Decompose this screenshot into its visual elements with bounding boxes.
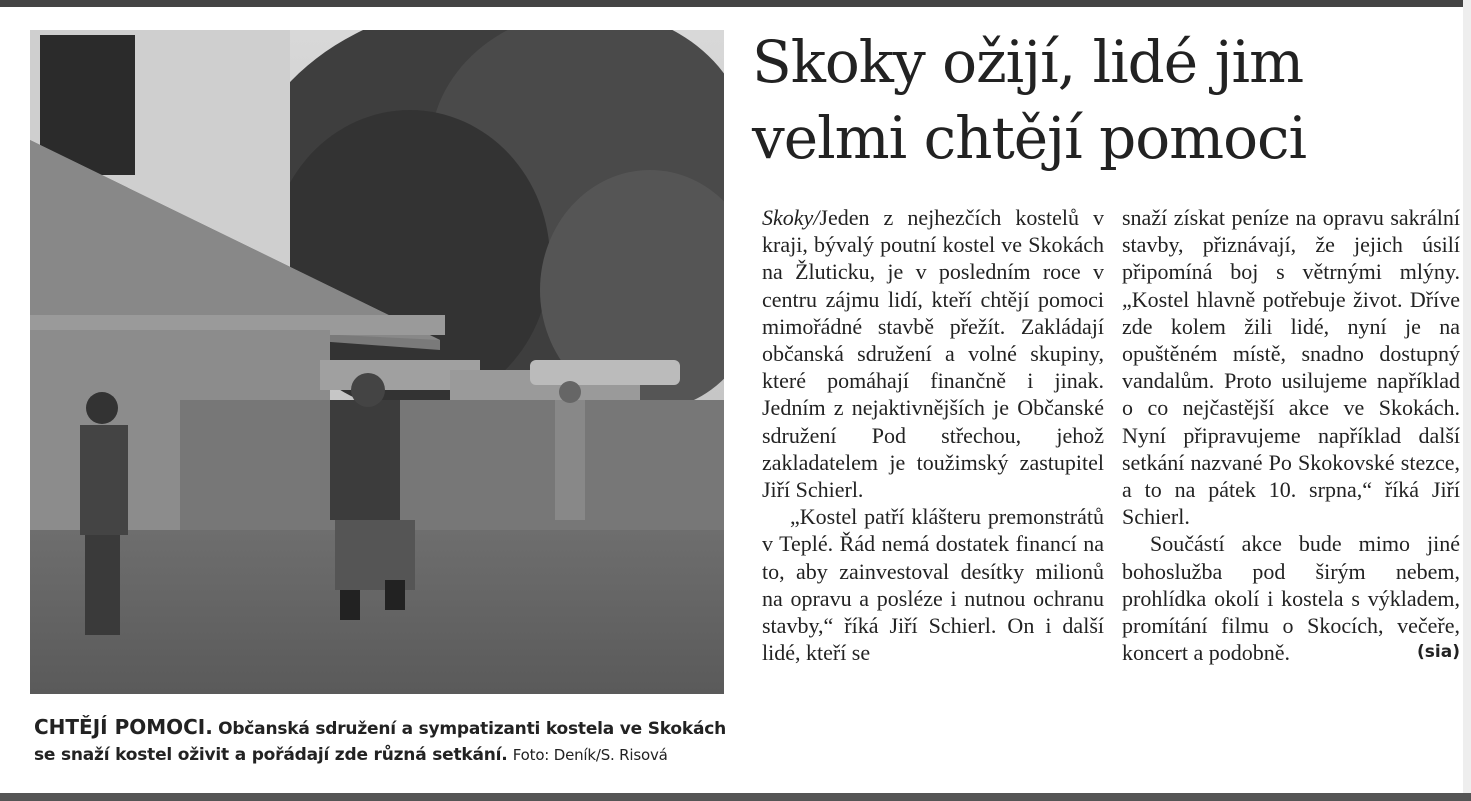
caption-credit: Foto: Deník/S. Risová (512, 746, 668, 764)
author-signature: (sia) (1417, 642, 1460, 663)
paragraph-2: „Kostel patří klášteru premonstrátů v Teplé. Řád nemá dostatek financí na to, aby zainvestoval desítky milionů na opravu a posléze i nutnou ochranu stavby,“ říká Jiří Schierl. On i další lidé, kteří se (762, 504, 1104, 666)
photo-caption (34, 714, 732, 768)
article-column-2 (1122, 204, 1460, 666)
caption-text: Občanská sdružení a sympatizanti kostela ve Skokách se snaží kostel oživit a pořádají zde různá setkání. (34, 719, 727, 765)
paragraph-1-text: Jeden z nejhezčích kostelů v kraji, bývalý poutní kostel ve Skokách na Žluticku, je v posledním roce v centru zájmu lidí, kteří chtějí pomoci mimořádné stavbě přežít. Zakládají občanská sdružení a volné skupiny, které pomáhají finančně i jinak. Jedním z nejaktivnějších je Občanské sdružení Pod střechou, jehož zakladatelem je toužimský zastupitel Jiří Schierl. (762, 205, 1104, 503)
article-headline (752, 24, 1457, 176)
article-column-1 (762, 204, 1104, 666)
bottom-rule (0, 793, 1471, 801)
paragraph-4 (1122, 530, 1460, 666)
headline-line-2: velmi chtějí pomoci (752, 104, 1307, 172)
paragraph-3: snaží získat peníze na opravu sakrální stavby, přiznávají, že jejich úsilí připomíná boj s větrnými mlýny. „Kostel hlavně potřebuje život. Dříve zde kolem žili lidé, nyní je na opuštěném místě, snadno dostupný vandalům. Proto usilujeme například o co nejčastější akce ve Skokách. Nyní připravujeme například další setkání nazvané Po Skokovské stezce, a to na pátek 10. srpna,“ říká Jiří Schierl. (1122, 205, 1460, 530)
paragraph-1 (762, 204, 1104, 503)
church-photo-icon (30, 30, 724, 694)
caption-title: CHTĚJÍ POMOCI. (34, 715, 213, 739)
headline-line-1: Skoky ožijí, lidé jim (752, 28, 1304, 96)
page-edge (1463, 0, 1471, 801)
dateline: Skoky/ (762, 205, 820, 230)
top-rule (0, 0, 1471, 7)
article-photo (30, 30, 724, 694)
paragraph-4-text: Součástí akce bude mimo jiné bohoslužba pod širým nebem, prohlídka okolí i kostela s výkladem, promítání filmu o Skocích, večeře, koncert a podobně. (1122, 531, 1460, 666)
